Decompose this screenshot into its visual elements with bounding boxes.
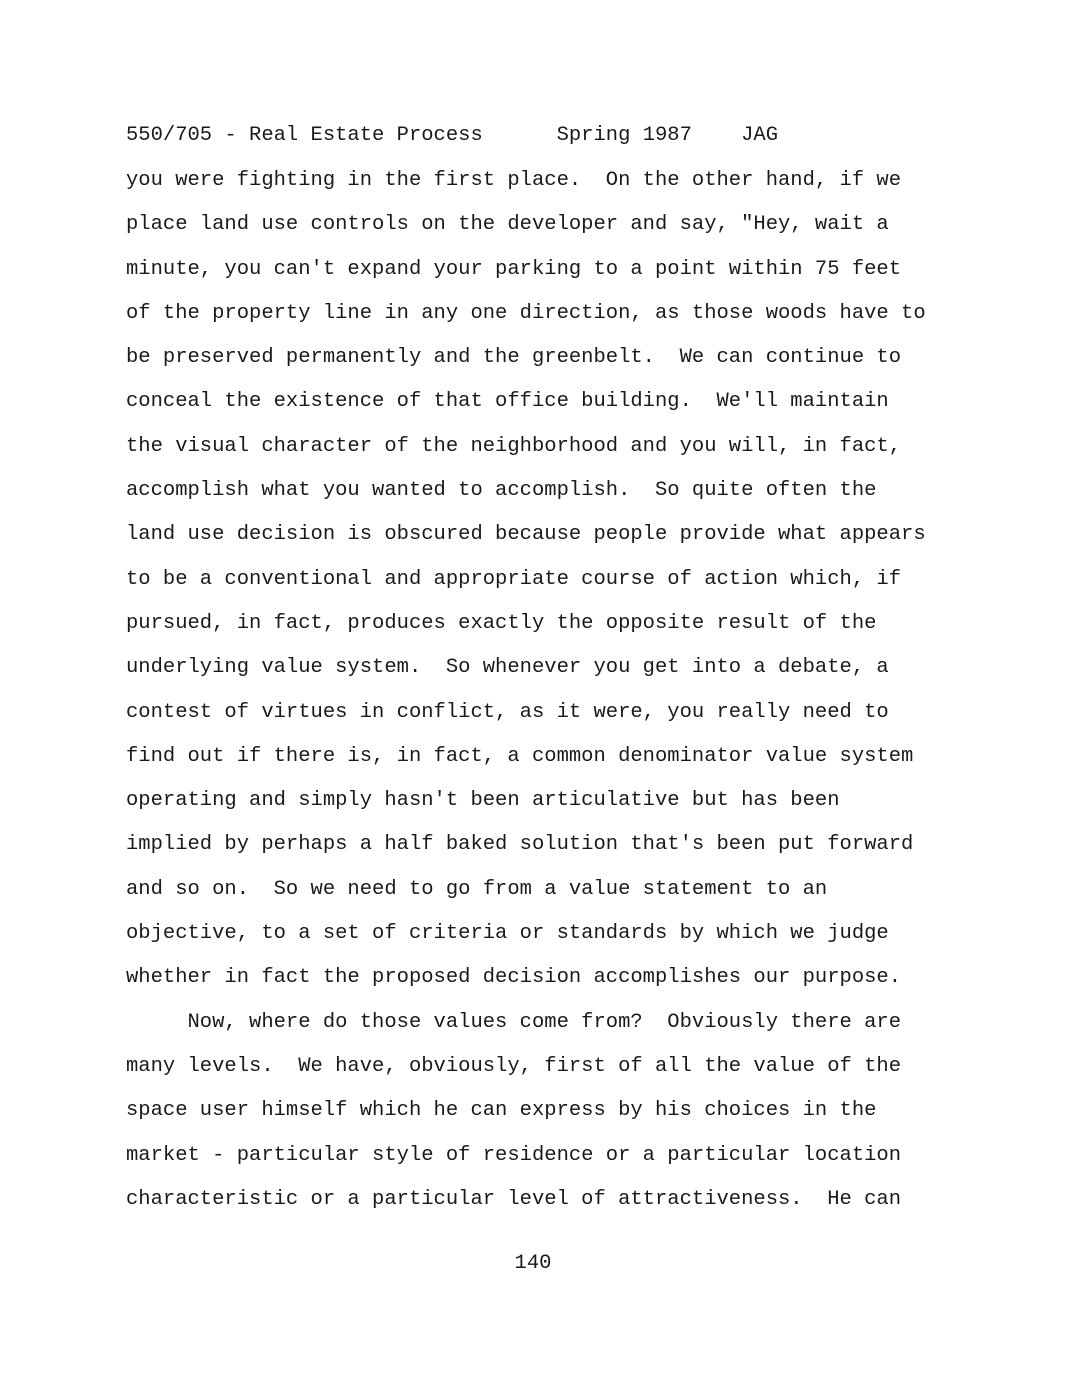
- course-title: 550/705 - Real Estate Process: [126, 124, 483, 147]
- text-line: operating and simply hasn't been articulative but has been: [126, 789, 840, 813]
- author-initials: JAG: [741, 124, 779, 147]
- page-header: [126, 122, 778, 150]
- text-line: pursued, in fact, produces exactly the opposite result of the: [126, 611, 877, 635]
- text-line: Now, where do those values come from? Obviously there are: [126, 1010, 902, 1034]
- text-line: underlying value system. So whenever you get into a debate, a: [126, 656, 889, 680]
- text-line: contest of virtues in conflict, as it were, you really need to: [126, 700, 889, 724]
- text-line: whether in fact the proposed decision accomplishes our purpose.: [126, 966, 902, 990]
- text-line: minute, you can't expand your parking to a point within 75 feet: [126, 257, 902, 281]
- text-line: characteristic or a particular level of attractiveness. He can: [126, 1187, 902, 1211]
- text-line: market - particular style of residence or a particular location: [126, 1143, 902, 1167]
- text-line: to be a conventional and appropriate course of action which, if: [126, 567, 902, 591]
- term: Spring 1987: [556, 124, 692, 147]
- text-line: the visual character of the neighborhood and you will, in fact,: [126, 434, 902, 458]
- text-line: and so on. So we need to go from a value statement to an: [126, 877, 828, 901]
- header-spacer-2: [692, 124, 741, 147]
- text-line: place land use controls on the developer and say, "Hey, wait a: [126, 213, 889, 237]
- text-line: of the property line in any one direction, as those woods have to: [126, 301, 926, 325]
- text-line: be preserved permanently and the greenbelt. We can continue to: [126, 346, 902, 370]
- text-line: conceal the existence of that office building. We'll maintain: [126, 390, 889, 414]
- text-line: you were fighting in the first place. On the other hand, if we: [126, 169, 902, 192]
- text-line: space user himself which he can express by his choices in the: [126, 1099, 877, 1123]
- text-line: many levels. We have, obviously, first of all the value of the: [126, 1054, 902, 1078]
- text-line: land use decision is obscured because people provide what appears: [126, 523, 926, 547]
- text-line: accomplish what you wanted to accomplish. So quite often the: [126, 479, 877, 503]
- text-line: find out if there is, in fact, a common denominator value system: [126, 744, 914, 768]
- header-spacer-1: [483, 124, 557, 147]
- transcript-body: [126, 167, 926, 1230]
- text-line: objective, to a set of criteria or standards by which we judge: [126, 922, 889, 946]
- page-number: 140: [514, 1252, 552, 1275]
- text-line: implied by perhaps a half baked solution that's been put forward: [126, 833, 914, 857]
